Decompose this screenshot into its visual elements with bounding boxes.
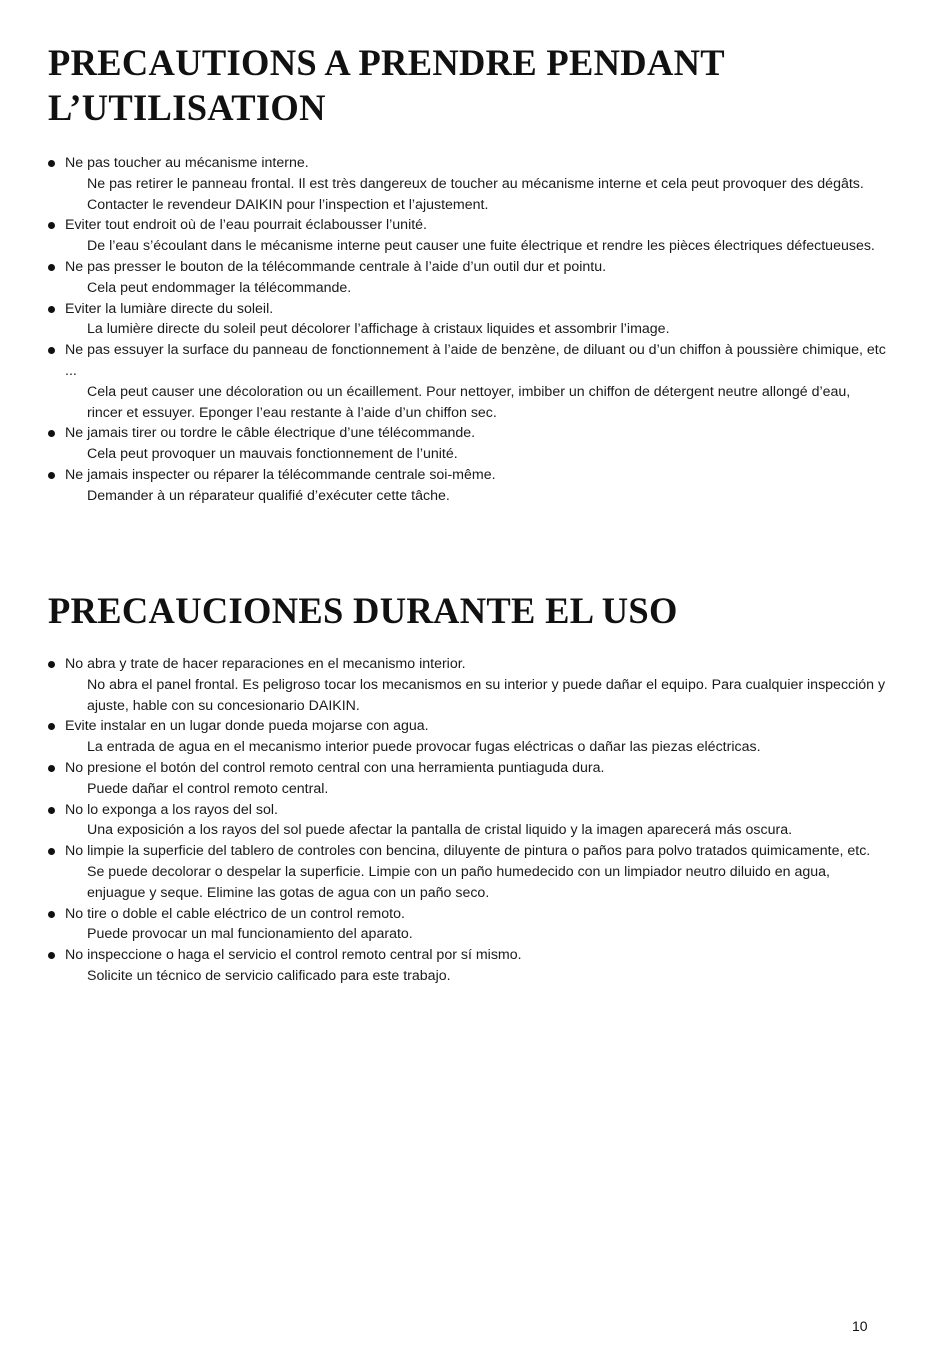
bullet-icon bbox=[48, 160, 55, 167]
page-number: 10 bbox=[852, 1318, 868, 1334]
item-detail: Solicite un técnico de servicio calificado para este trabajo. bbox=[87, 967, 451, 984]
item-heading: Ne pas essuyer la surface du panneau de fonctionnement à l’aide de benzène, de diluant ou d’un chiffon à poussière chimique, etc ... bbox=[65, 342, 886, 379]
section-title bbox=[48, 588, 888, 633]
list-item bbox=[48, 340, 888, 423]
item-heading: No limpie la superficie del tablero de controles con bencina, diluyente de pintura o paños para polvo tratados quimicamente, etc. bbox=[65, 843, 871, 860]
precaution-list bbox=[48, 654, 888, 987]
item-detail: No abra el panel frontal. Es peligroso tocar los mecanismos en su interior y puede dañar el equipo. Para cualquier inspección y ajuste, hable con su concesionario DAIKIN. bbox=[87, 676, 886, 714]
item-detail: La entrada de agua en el mecanismo interior puede provocar fugas eléctricas o dañar las piezas eléctricas. bbox=[87, 739, 761, 756]
section-title-line1: PRECAUCIONES DURANTE EL USO bbox=[48, 590, 678, 631]
bullet-icon bbox=[48, 765, 55, 772]
list-item bbox=[48, 945, 888, 987]
item-heading: No abra y trate de hacer reparaciones en el mecanismo interior. bbox=[65, 656, 466, 672]
item-detail: Puede provocar un mal funcionamiento del aparato. bbox=[87, 926, 413, 943]
list-item bbox=[48, 153, 888, 215]
item-detail: Cela peut provoquer un mauvais fonctionnement de l’unité. bbox=[87, 446, 458, 463]
section-title bbox=[48, 40, 888, 130]
item-detail: Cela peut causer une décoloration ou un écaillement. Pour nettoyer, imbiber un chiffon de détergent neutre allongé d’eau, rincer et essuyer. Eponger l’eau restante à l’aide d’un chiffon sec. bbox=[87, 383, 851, 421]
list-item bbox=[48, 257, 888, 299]
list-item bbox=[48, 299, 888, 341]
section-french bbox=[48, 40, 888, 507]
list-item bbox=[48, 904, 888, 946]
item-heading: No presione el botón del control remoto central con una herramienta puntiaguda dura. bbox=[65, 759, 605, 776]
list-item bbox=[48, 423, 888, 465]
list-item bbox=[48, 465, 888, 507]
item-detail: De l’eau s’écoulant dans le mécanisme interne peut causer une fuite électrique et rendre les pièces électriques défectueuses. bbox=[87, 238, 875, 255]
list-item bbox=[48, 716, 888, 758]
item-heading: Ne jamais inspecter ou réparer la télécommande centrale soi-même. bbox=[65, 466, 496, 483]
item-detail: Cela peut endommager la télécommande. bbox=[87, 279, 352, 296]
list-item bbox=[48, 841, 888, 903]
item-heading: No lo exponga a los rayos del sol. bbox=[65, 801, 278, 818]
item-heading: Eviter la lumiàre directe du soleil. bbox=[65, 300, 274, 317]
item-heading: Ne pas presser le bouton de la télécommande centrale à l’aide d’un outil dur et pointu. bbox=[65, 258, 607, 275]
section-title-line2: L’UTILISATION bbox=[48, 87, 326, 128]
section-spanish bbox=[48, 588, 888, 987]
section-title-line1: PRECAUTIONS A PRENDRE PENDANT bbox=[48, 42, 725, 83]
list-item bbox=[48, 215, 888, 257]
item-heading: No inspeccione o haga el servicio el control remoto central por sí mismo. bbox=[65, 947, 522, 964]
bullet-icon bbox=[48, 306, 55, 313]
list-item bbox=[48, 758, 888, 800]
list-item bbox=[48, 654, 888, 716]
bullet-icon bbox=[48, 911, 55, 918]
bullet-icon bbox=[48, 472, 55, 479]
item-heading: Ne pas toucher au mécanisme interne. bbox=[65, 155, 309, 171]
bullet-icon bbox=[48, 807, 55, 814]
bullet-icon bbox=[48, 264, 55, 271]
item-heading: No tire o doble el cable eléctrico de un control remoto. bbox=[65, 905, 405, 922]
item-heading: Ne jamais tirer ou tordre le câble électrique d’une télécommande. bbox=[65, 425, 476, 442]
bullet-icon bbox=[48, 661, 55, 668]
list-item bbox=[48, 800, 888, 842]
item-heading: Evite instalar en un lugar donde pueda mojarse con agua. bbox=[65, 718, 429, 735]
item-detail: La lumière directe du soleil peut décolorer l’affichage à cristaux liquides et assombrir l’image. bbox=[87, 321, 670, 338]
item-detail: Demander à un réparateur qualifié d’exécuter cette tâche. bbox=[87, 487, 450, 504]
precaution-list bbox=[48, 153, 888, 507]
item-detail: Una exposición a los rayos del sol puede afectar la pantalla de cristal liquido y la imagen aparecerá más oscura. bbox=[87, 822, 793, 839]
item-heading: Eviter tout endroit où de l’eau pourrait éclabousser l’unité. bbox=[65, 217, 427, 234]
item-detail: Puede dañar el control remoto central. bbox=[87, 780, 329, 797]
item-detail: Ne pas retirer le panneau frontal. Il est très dangereux de toucher au mécanisme interne et cela peut provoquer des dégâts. Contacter le revendeur DAIKIN pour l’inspection et l’ajustement. bbox=[87, 175, 864, 213]
item-detail: Se puede decolorar o despelar la superficie. Limpie con un paño humedecido con un limpiador neutro diluido en agua, enjuague y seque. Elimine las gotas de agua con un paño seco. bbox=[87, 863, 830, 901]
